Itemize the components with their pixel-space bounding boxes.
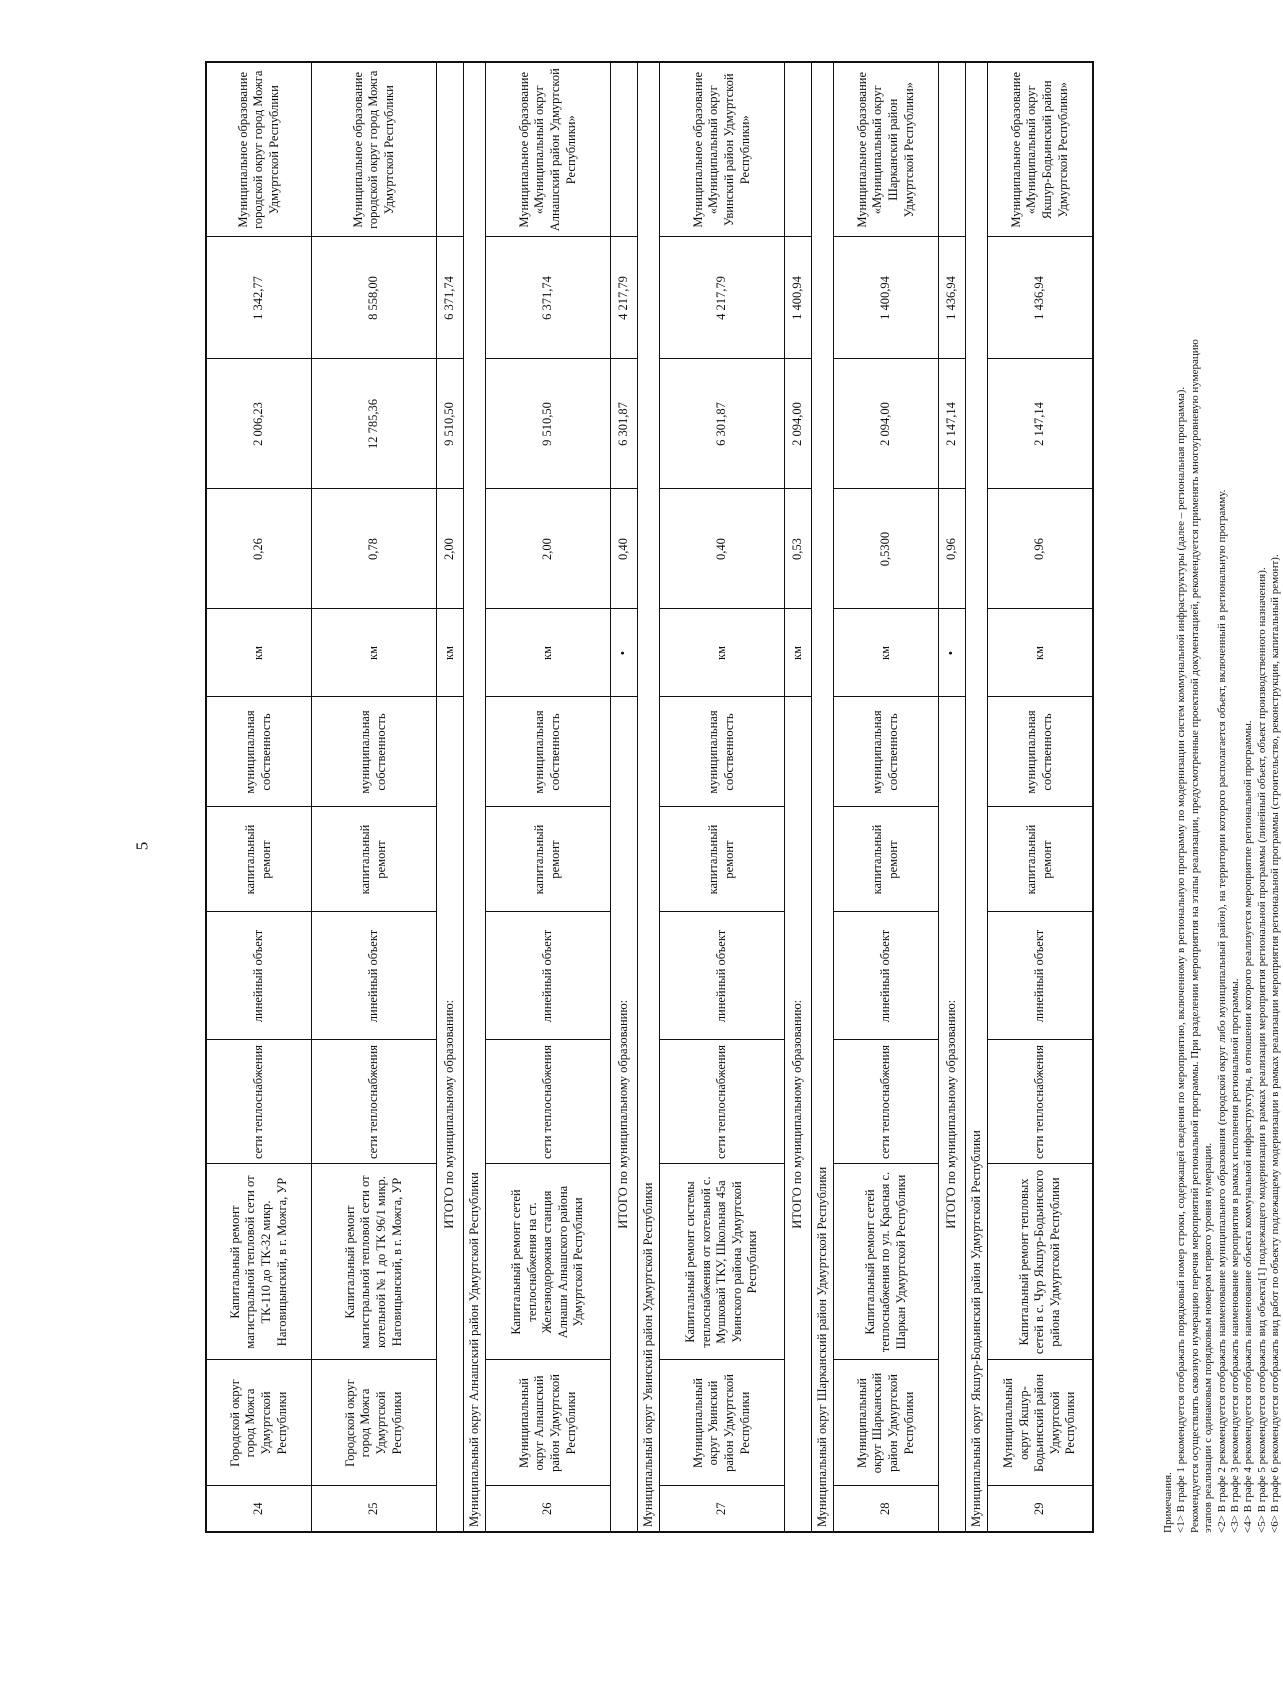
note-line: <3> В графе 3 рекомендуется отображать наименование мероприятия в рамках исполнения региональной программы. [1229,978,1242,1533]
cell-empty [611,62,638,237]
total-row [611,62,638,1532]
cell-owner: муниципальная собственность [206,697,312,807]
cell-owner: муниципальная собственность [834,697,939,807]
cell-fund: 6 371,74 [437,237,464,359]
cell-num: 28 [834,1486,939,1532]
cell-system: сети теплоснабжения [834,1040,939,1164]
cell-cost: 2 094,00 [785,359,812,489]
cell-unit: км [486,609,611,697]
district-subheader-row [638,62,660,1532]
cell-system: сети теплоснабжения [312,1040,437,1164]
district-subheader-row [966,62,988,1532]
cell-cost: 2 094,00 [834,359,939,489]
cell-label: Муниципальный округ Шарканский район Удмуртской Республики [812,62,834,1532]
table-row [486,62,611,1532]
cell-cost: 9 510,50 [486,359,611,489]
cell-owner: муниципальная собственность [312,697,437,807]
cell-fund: 1 400,94 [785,237,812,359]
cell-kind: линейный объект [312,912,437,1040]
cell-unit: км [312,609,437,697]
table-row [834,62,939,1532]
cell-recipient: Муниципальное образование «Муниципальный округ Якшур-Бодьинский район Удмуртской Республики» [988,62,1094,237]
cell-qty: 0,96 [939,489,966,609]
cell-recipient: Муниципальное образование «Муниципальный округ Шарканский район Удмуртской Республики» [834,62,939,237]
cell-empty [785,62,812,237]
cell-fund: 1 400,94 [834,237,939,359]
cell-name: Капитальный ремонт сетей теплоснабжения на ст. Железнодорожная станция Алнаши Алнашского района Удмуртской Республики [486,1164,611,1360]
cell-owner: муниципальная собственность [486,697,611,807]
page-number: 5 [132,841,152,851]
program-table [205,61,1094,1533]
cell-num: 24 [206,1486,312,1532]
cell-system: сети теплоснабжения [660,1040,785,1164]
cell-qty: 0,26 [206,489,312,609]
cell-owner: муниципальная собственность [988,697,1094,807]
table-body [206,62,1093,1532]
cell-kind: линейный объект [988,912,1094,1040]
cell-work: капитальный ремонт [312,807,437,912]
cell-cost: 6 301,87 [611,359,638,489]
cell-empty [939,62,966,237]
note-line: <6> В графе 6 рекомендуется отображать вид работ по объекту подлежащему модернизации в рамках реализации мероприятия региональной программы (строительство, реконструкция, капитальный ремонт). [1269,554,1282,1533]
cell-name: Капитальный ремонт системы теплоснабжения от котельной с. Мушковай ТКУ, Школьная 45а Увинского района Удмуртской Республики [660,1164,785,1360]
cell-fund: 1 342,77 [206,237,312,359]
cell-system: сети теплоснабжения [988,1040,1094,1164]
cell-recipient: Муниципальное образование «Муниципальный округ Алнашский район Удмуртской Республики» [486,62,611,237]
cell-num: 25 [312,1486,437,1532]
note-line: Рекомендуется осуществлять сквозную нумерацию перечня мероприятий региональной программы. При разделении мероприятия на этапы реализации, предусмотренные проектной документацией, рекомендуется применять многоуровневую нумерацию [1188,339,1201,1533]
cell-unit: • [939,609,966,697]
cell-label: Муниципальный округ Якшур-Бодьинский район Удмуртской Республики [966,62,988,1532]
cell-name: Капитальный ремонт сетей теплоснабжения по ул. Красная с. Шаркан Удмуртской Республики [834,1164,939,1360]
notes-title: Примечания. [1162,1472,1174,1533]
cell-unit: • [611,609,638,697]
table-row [988,62,1094,1532]
table-row [206,62,312,1532]
cell-cost: 2 147,14 [988,359,1094,489]
cell-unit: км [785,609,812,697]
cell-mo: Муниципальный округ Шарканский район Удмуртской Республики [834,1360,939,1486]
note-line: <4> В графе 4 рекомендуется отображать наименование объекта коммунальной инфраструктуры, в отношении которого реализуется мероприятие региональной программы. [1242,720,1255,1533]
cell-cost: 2 006,23 [206,359,312,489]
cell-qty: 0,96 [988,489,1094,609]
cell-work: капитальный ремонт [834,807,939,912]
cell-name: Капитальный ремонт магистральной тепловой сети от ТК-110 до ТК-32 микр. Наговицынский, в г. Можга, УР [206,1164,312,1360]
cell-unit: км [988,609,1094,697]
cell-mo: Муниципальный округ Увинский район Удмуртской Республики [660,1360,785,1486]
cell-fund: 1 436,94 [939,237,966,359]
cell-recipient: Муниципальное образование «Муниципальный округ Увинский район Удмуртской Республики» [660,62,785,237]
note-line: <2> В графе 2 рекомендуется отображать наименование муниципального образования (городской округ либо муниципальный район), на территории которого располагается объект, включенный в региональную программу. [1215,489,1228,1533]
notes [1162,163,1283,1533]
table-row [312,62,437,1532]
cell-label: ИТОГО по муниципальному образованию: [437,697,464,1532]
cell-unit: км [660,609,785,697]
cell-fund: 4 217,79 [611,237,638,359]
total-row [939,62,966,1532]
cell-name: Капитальный ремонт магистральной тепловой сети от котельной № 1 до ТК 96/1 микр. Наговицынский, в г. Можга, УР [312,1164,437,1360]
cell-system: сети теплоснабжения [206,1040,312,1164]
cell-mo: Городской округ город Можга Удмуртской Республики [312,1360,437,1486]
cell-fund: 1 436,94 [988,237,1094,359]
cell-cost: 9 510,50 [437,359,464,489]
district-subheader-row [812,62,834,1532]
cell-qty: 2,00 [486,489,611,609]
cell-kind: линейный объект [206,912,312,1040]
cell-qty: 0,40 [611,489,638,609]
cell-cost: 12 785,36 [312,359,437,489]
cell-work: капитальный ремонт [660,807,785,912]
note-line: <5> В графе 5 рекомендуется отображать вид объекта[1] подлежащего модернизации в рамках реализации мероприятия региональной программы (линейный объект, объект производственного назначения). [1255,567,1268,1533]
cell-fund: 8 558,00 [312,237,437,359]
cell-cost: 2 147,14 [939,359,966,489]
cell-num: 29 [988,1486,1094,1532]
cell-recipient: Муниципальное образование городской округ город Можга Удмуртской Республики [206,62,312,237]
cell-empty [437,62,464,237]
cell-kind: линейный объект [660,912,785,1040]
table-row [660,62,785,1532]
cell-label: Муниципальный округ Увинский район Удмуртской Республики [638,62,660,1532]
cell-label: Муниципальный округ Алнашский район Удмуртской Республики [464,62,486,1532]
cell-label: ИТОГО по муниципальному образованию: [939,697,966,1532]
cell-qty: 0,53 [785,489,812,609]
district-subheader-row [464,62,486,1532]
cell-num: 27 [660,1486,785,1532]
cell-label: ИТОГО по муниципальному образованию: [785,697,812,1532]
cell-mo: Муниципальный округ Алнашский район Удмуртской Республики [486,1360,611,1486]
cell-fund: 6 371,74 [486,237,611,359]
cell-qty: 0,40 [660,489,785,609]
cell-num: 26 [486,1486,611,1532]
cell-work: капитальный ремонт [206,807,312,912]
cell-owner: муниципальная собственность [660,697,785,807]
cell-work: капитальный ремонт [988,807,1094,912]
total-row [785,62,812,1532]
note-line: этапов реализации с одинаковым порядковым номером первого уровня нумерации. [1202,1142,1215,1533]
total-row [437,62,464,1532]
cell-unit: км [206,609,312,697]
cell-fund: 4 217,79 [660,237,785,359]
cell-qty: 0,78 [312,489,437,609]
cell-mo: Городской округ город Можга Удмуртской Республики [206,1360,312,1486]
cell-cost: 6 301,87 [660,359,785,489]
cell-recipient: Муниципальное образование городской округ город Можга Удмуртской Республики [312,62,437,237]
cell-unit: км [834,609,939,697]
cell-label: ИТОГО по муниципальному образованию: [611,697,638,1532]
cell-unit: км [437,609,464,697]
note-line: <1> В графе 1 рекомендуется отображать порядковый номер строки, содержащей сведения по мероприятию, включенному в региональную программу по модернизации систем коммунальной инфраструктуры (далее – региональная программа). [1175,386,1188,1533]
rotated-content [205,68,1283,1533]
cell-system: сети теплоснабжения [486,1040,611,1164]
cell-kind: линейный объект [834,912,939,1040]
cell-name: Капитальный ремонт тепловых сетей в с. Чур Якшур-Бодьинского района Удмуртской Республики [988,1164,1094,1360]
cell-qty: 2,00 [437,489,464,609]
cell-work: капитальный ремонт [486,807,611,912]
cell-qty: 0,5300 [834,489,939,609]
cell-kind: линейный объект [486,912,611,1040]
cell-mo: Муниципальный округ Якшур-Бодьинский район Удмуртской Республики [988,1360,1094,1486]
